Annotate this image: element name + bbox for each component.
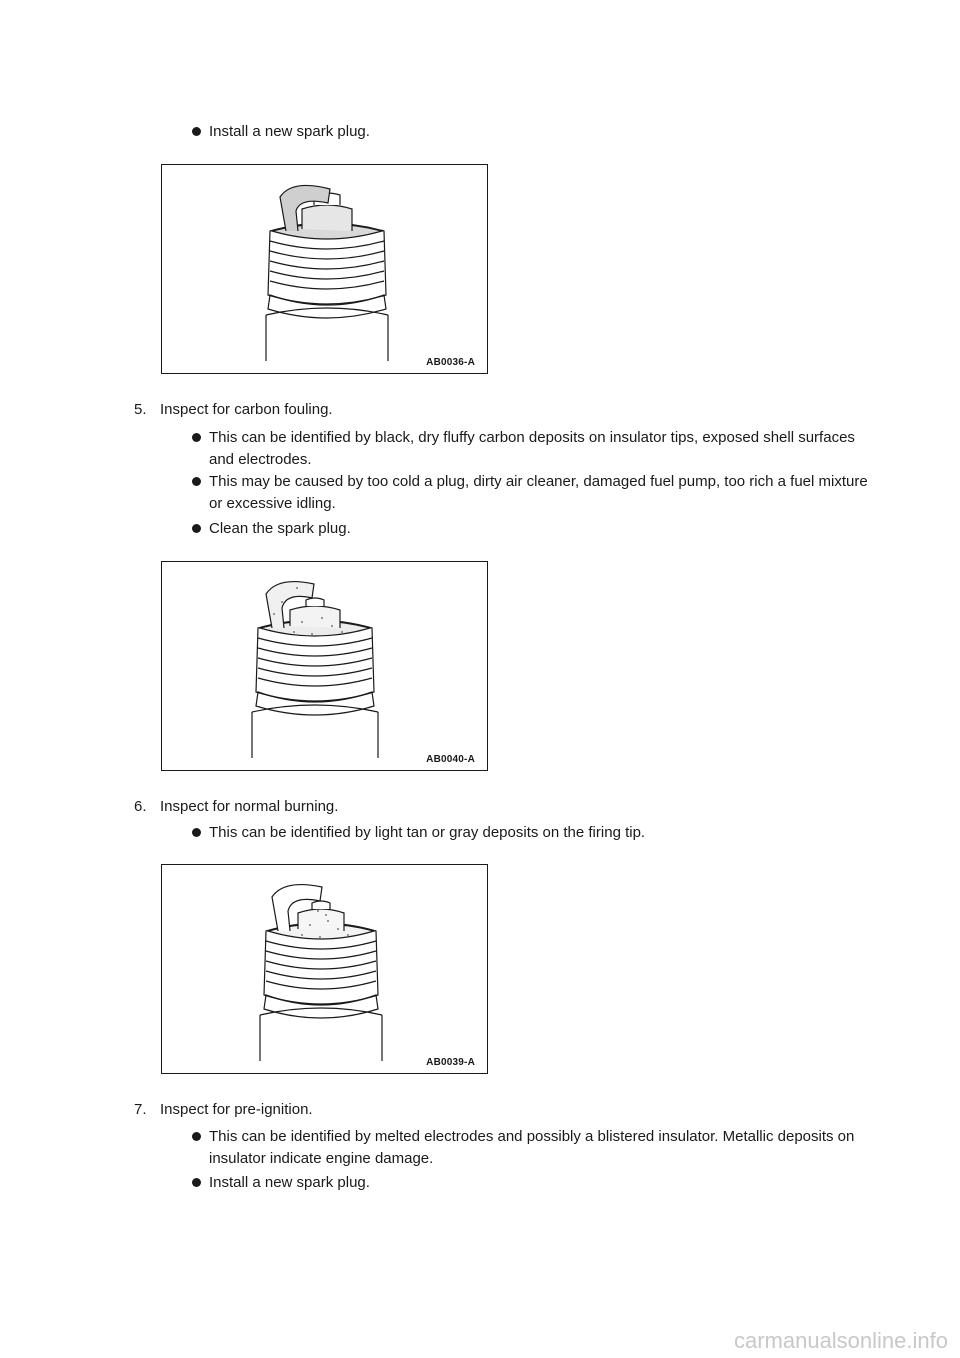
bullet-text: This can be identified by melted electrodes and possibly a blistered insulator. Metallic deposits on insulator indicate engine damage. [209, 1128, 855, 1167]
bullet-text: Clean the spark plug. [209, 520, 351, 537]
step-number: 7. [134, 1101, 147, 1118]
bullet-item [190, 518, 869, 540]
bullet-icon [192, 127, 201, 136]
figure-label: AB0040-A [426, 754, 475, 765]
bullet-item [190, 822, 869, 844]
spark-plug-illustration [162, 865, 488, 1074]
bullet-icon [192, 524, 201, 533]
watermark-text: carmanualsonline.info [733, 1328, 948, 1353]
figure-label: AB0036-A [426, 357, 475, 368]
bullet-text: This can be identified by black, dry fluffy carbon deposits on insulator tips, exposed shell surfaces and electrodes. [209, 429, 855, 468]
figure-spark-plug-1 [161, 164, 488, 374]
bullet-icon [192, 828, 201, 837]
bullet-item [190, 427, 869, 471]
bullet-item [190, 1172, 869, 1194]
step-item [134, 1099, 854, 1121]
bullet-text: Install a new spark plug. [209, 123, 370, 140]
bullet-icon [192, 1132, 201, 1141]
bullet-item [190, 1126, 869, 1170]
bullet-item [190, 121, 869, 143]
step-item [134, 796, 854, 818]
spark-plug-illustration [162, 562, 488, 771]
step-text: Inspect for pre-ignition. [160, 1101, 313, 1118]
bullet-icon [192, 433, 201, 442]
bullet-text: This may be caused by too cold a plug, dirty air cleaner, damaged fuel pump, too rich a fuel mixture or excessive idling. [209, 473, 868, 512]
figure-label: AB0039-A [426, 1057, 475, 1068]
figure-spark-plug-2 [161, 561, 488, 771]
bullet-text: This can be identified by light tan or gray deposits on the firing tip. [209, 824, 646, 841]
step-number: 5. [134, 401, 147, 418]
spark-plug-illustration [162, 165, 488, 374]
step-text: Inspect for normal burning. [160, 798, 339, 815]
step-number: 6. [134, 798, 147, 815]
bullet-item [190, 471, 869, 515]
step-text: Inspect for carbon fouling. [160, 401, 333, 418]
figure-spark-plug-3 [161, 864, 488, 1074]
step-item [134, 399, 854, 421]
bullet-icon [192, 1178, 201, 1187]
bullet-text: Install a new spark plug. [209, 1174, 370, 1191]
bullet-icon [192, 477, 201, 486]
